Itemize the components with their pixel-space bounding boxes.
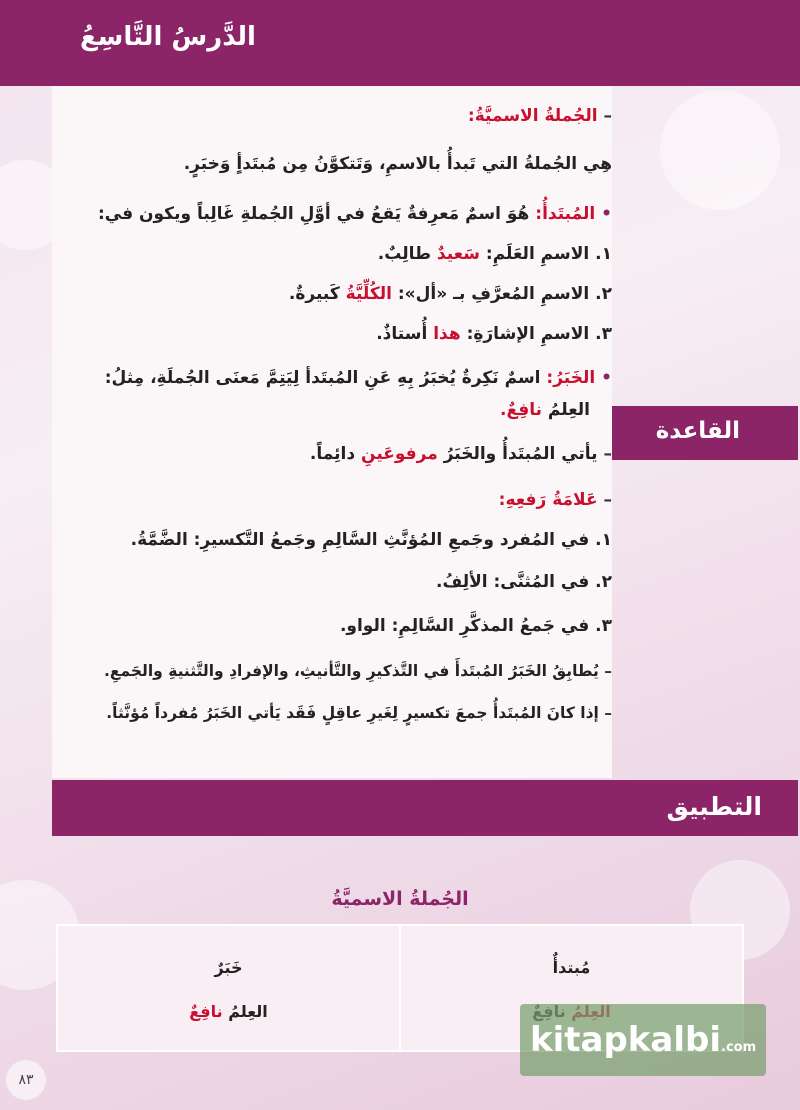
table-title: الجُملةُ الاسميَّةُ xyxy=(331,888,469,910)
apply-section-header xyxy=(52,780,798,836)
subject-label: المُبتَدأُ: xyxy=(535,204,596,224)
item-text: ١. الاسمِ العَلَمِ: xyxy=(485,244,612,264)
page-number: ٨٣ xyxy=(6,1060,46,1100)
predicate-value xyxy=(58,1002,399,1021)
note-always-nominative xyxy=(92,444,612,464)
note-text: دائِماً. xyxy=(309,444,356,464)
bullet-icon: • xyxy=(595,368,612,388)
watermark-suffix: .com xyxy=(721,1040,757,1055)
marker-heading xyxy=(92,490,612,510)
item-text: أُستاذٌ. xyxy=(376,324,428,344)
dash-marker: – xyxy=(598,662,612,680)
cell-text: العِلمُ xyxy=(228,1002,268,1021)
rule-panel xyxy=(52,86,612,778)
example-text: العِلمُ xyxy=(547,400,590,420)
rule-tab xyxy=(612,406,798,460)
item-text: ٣. الاسمِ الإشارَةِ: xyxy=(466,324,612,344)
heading-text: عَلامَةُ رَفعِهِ: xyxy=(498,490,598,510)
predicate-text: اسمٌ نَكِرةٌ يُخبَرُ بِهِ عَنِ المُبتَدأ لِيَتِمَّ مَعنَى الجُملَةِ، مِثلُ: xyxy=(104,368,541,388)
predicate-label: الخَبَرُ: xyxy=(546,368,596,388)
heading-text: الجُملةُ الاسميَّةُ: xyxy=(467,106,598,126)
predicate-column xyxy=(58,926,399,1050)
subject-definition xyxy=(92,204,612,224)
watermark-text xyxy=(530,1020,756,1060)
apply-label: التطبيق xyxy=(666,792,762,821)
subject-item-1 xyxy=(92,244,612,264)
predicate-definition xyxy=(92,368,612,388)
definition-line: هِي الجُملةُ التي تَبدأُ بالاسمِ، وَتَتكوَّنُ مِن مُبتَدأٍ وَخبَرٍ. xyxy=(183,154,612,174)
bullet-icon: • xyxy=(595,204,612,224)
lesson-title: الدَّرسُ التَّاسِعُ xyxy=(80,22,256,52)
note-red: مرفوعَينِ xyxy=(361,444,438,464)
watermark-logo xyxy=(520,1004,766,1076)
item-text: ٢. الاسمِ المُعرَّفِ بـ «أل»: xyxy=(397,284,612,304)
note-text: يأتي المُبتَدأُ والخَبَرُ xyxy=(443,444,598,464)
marker-item-1: ١. في المُفرد وجَمعِ المُؤنَّثِ السَّالِمِ وجَمعُ التَّكسيرِ: الضَّمَّةُ. xyxy=(130,530,612,550)
predicate-example xyxy=(92,400,612,420)
item-text: كَبيرةٌ. xyxy=(288,284,340,304)
predicate-header: خَبَرٌ xyxy=(214,958,243,977)
note-text: يُطابِقُ الخَبَرُ المُبتَدأَ في التَّذكيرِ والتَّأنيثِ، والإفرادِ والتَّثنيةِ والجَمعِ. xyxy=(104,662,599,680)
cell-red-text: نافِعٌ xyxy=(189,1002,223,1021)
subject-header: مُبتدأٌ xyxy=(552,958,591,977)
note-text: إذا كانَ المُبتَدأُ جمعَ تكسيرٍ لِغَيرِ عاقِلٍ فَقَد يَأتي الخَبَرُ مُفرداً مُؤنَّثاً. xyxy=(106,704,599,722)
marker-item-2: ٢. في المُثنَّى: الألِفُ. xyxy=(436,572,612,592)
decorative-bubble xyxy=(660,90,780,210)
example-red: نافِعٌ. xyxy=(500,400,542,420)
dash-marker: – xyxy=(597,490,612,510)
item-example-red: هذا xyxy=(433,324,461,344)
note-broken-plural xyxy=(92,704,612,722)
rule-tab-label: القاعدة xyxy=(655,418,740,444)
lesson-header xyxy=(0,0,800,86)
dash-marker: – xyxy=(597,444,612,464)
dash-marker: – xyxy=(598,704,612,722)
dash-marker: – xyxy=(597,106,612,126)
marker-item-3: ٣. في جَمعُ المذكَّرِ السَّالِمِ: الواو. xyxy=(339,616,612,636)
note-agreement xyxy=(92,662,612,680)
watermark-brand: kitapkalbi xyxy=(530,1020,722,1060)
item-text: طالِبٌ. xyxy=(377,244,431,264)
subject-item-2 xyxy=(92,284,612,304)
subject-text: هُوَ اسمٌ مَعرِفةٌ يَقعُ في أوَّلِ الجُملةِ غَالِباً ويكون في: xyxy=(97,204,530,224)
item-example-red: الكُلِّيَّةُ xyxy=(345,284,392,304)
subject-item-3 xyxy=(92,324,612,344)
nominal-sentence-heading xyxy=(92,106,612,126)
item-example-red: سَعيدٌ xyxy=(436,244,480,264)
